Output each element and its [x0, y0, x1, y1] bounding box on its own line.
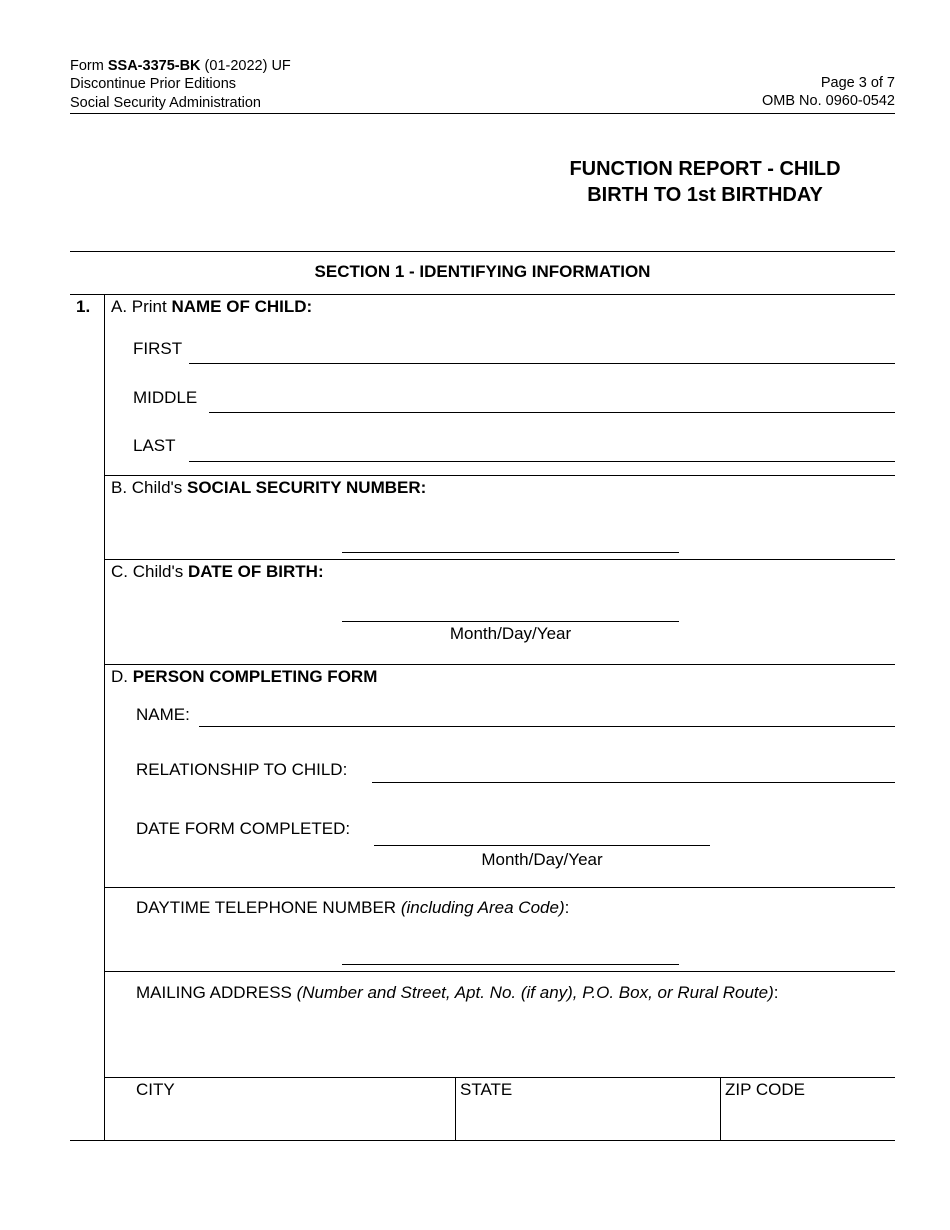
city-label: CITY	[136, 1080, 175, 1099]
dob-label: DATE OF BIRTH:	[187, 562, 324, 581]
relationship-label: RELATIONSHIP TO CHILD:	[136, 760, 348, 779]
state-input[interactable]	[458, 1102, 717, 1138]
completer-name-label: NAME:	[136, 705, 190, 724]
section-top-rule	[70, 251, 895, 252]
form-code: SSA-3375-BK	[107, 58, 201, 74]
omb-number: OMB No. 0960-0542	[762, 93, 895, 109]
row-divider-c	[104, 664, 895, 665]
middle-name-label: MIDDLE	[133, 388, 198, 407]
state-label: STATE	[460, 1080, 513, 1099]
form-prefix: Form	[70, 58, 108, 74]
ssn-prefix: B. Child's	[111, 478, 187, 497]
row-divider-d	[104, 887, 895, 888]
person-completing-heading	[111, 667, 377, 687]
date-completed-label: DATE FORM COMPLETED:	[136, 819, 351, 838]
dob-format-hint: Month/Day/Year	[449, 624, 572, 643]
section-heading: SECTION 1 - IDENTIFYING INFORMATION	[314, 262, 651, 281]
discontinue-note: Discontinue Prior Editions	[70, 76, 237, 92]
title-line-1: FUNCTION REPORT - CHILD	[569, 158, 841, 180]
ssn-heading	[111, 478, 426, 498]
name-of-child-label: NAME OF CHILD:	[171, 297, 313, 316]
zip-input[interactable]	[723, 1102, 893, 1138]
person-completing-prefix: D.	[111, 667, 133, 686]
last-name-label: LAST	[133, 436, 176, 455]
last-name-input[interactable]	[189, 442, 895, 462]
state-zip-divider	[720, 1077, 721, 1140]
phone-hint: (including Area Code)	[400, 898, 565, 917]
phone-label-text: DAYTIME TELEPHONE NUMBER	[136, 898, 401, 917]
row-divider-phone	[104, 971, 895, 972]
address-label	[136, 983, 778, 1003]
dob-prefix: C. Child's	[111, 562, 188, 581]
row-divider-b	[104, 559, 895, 560]
city-state-divider	[455, 1077, 456, 1140]
relationship-input[interactable]	[372, 763, 895, 783]
ssn-input[interactable]	[342, 533, 679, 553]
address-colon: :	[773, 983, 779, 1002]
name-of-child-prefix: A. Print	[111, 297, 172, 316]
zip-label: ZIP CODE	[725, 1080, 805, 1099]
first-name-input[interactable]	[189, 344, 895, 364]
middle-name-input[interactable]	[209, 393, 895, 413]
date-completed-input[interactable]	[374, 826, 710, 846]
address-input[interactable]	[136, 1008, 891, 1074]
first-name-label: FIRST	[133, 339, 183, 358]
date-completed-hint: Month/Day/Year	[481, 850, 603, 869]
phone-input[interactable]	[342, 945, 679, 965]
form-number	[70, 57, 291, 75]
item-column-divider	[104, 294, 105, 1140]
city-input[interactable]	[108, 1102, 452, 1138]
agency-name: Social Security Administration	[70, 95, 261, 111]
completer-name-input[interactable]	[199, 707, 895, 727]
header-divider	[70, 113, 895, 114]
page-title	[490, 156, 920, 208]
page-number: Page 3 of 7	[820, 75, 895, 91]
dob-heading	[111, 562, 324, 582]
address-label-text: MAILING ADDRESS	[136, 983, 297, 1002]
ssn-label: SOCIAL SECURITY NUMBER:	[187, 478, 427, 497]
phone-colon: :	[564, 898, 570, 917]
item-number: 1.	[76, 297, 91, 316]
person-completing-label: PERSON COMPLETING FORM	[132, 667, 378, 686]
title-line-2: BIRTH TO 1st BIRTHDAY	[587, 184, 823, 206]
row-divider-address	[104, 1077, 895, 1078]
dob-input[interactable]	[342, 602, 679, 622]
section-heading-rule	[70, 294, 895, 295]
phone-label	[136, 898, 569, 918]
form-suffix: (01-2022) UF	[200, 58, 291, 74]
section-bottom-rule	[70, 1140, 895, 1141]
address-hint: (Number and Street, Apt. No. (if any), P.O. Box, or Rural Route)	[296, 983, 774, 1002]
row-divider-a	[104, 475, 895, 476]
name-of-child-heading	[111, 297, 312, 317]
